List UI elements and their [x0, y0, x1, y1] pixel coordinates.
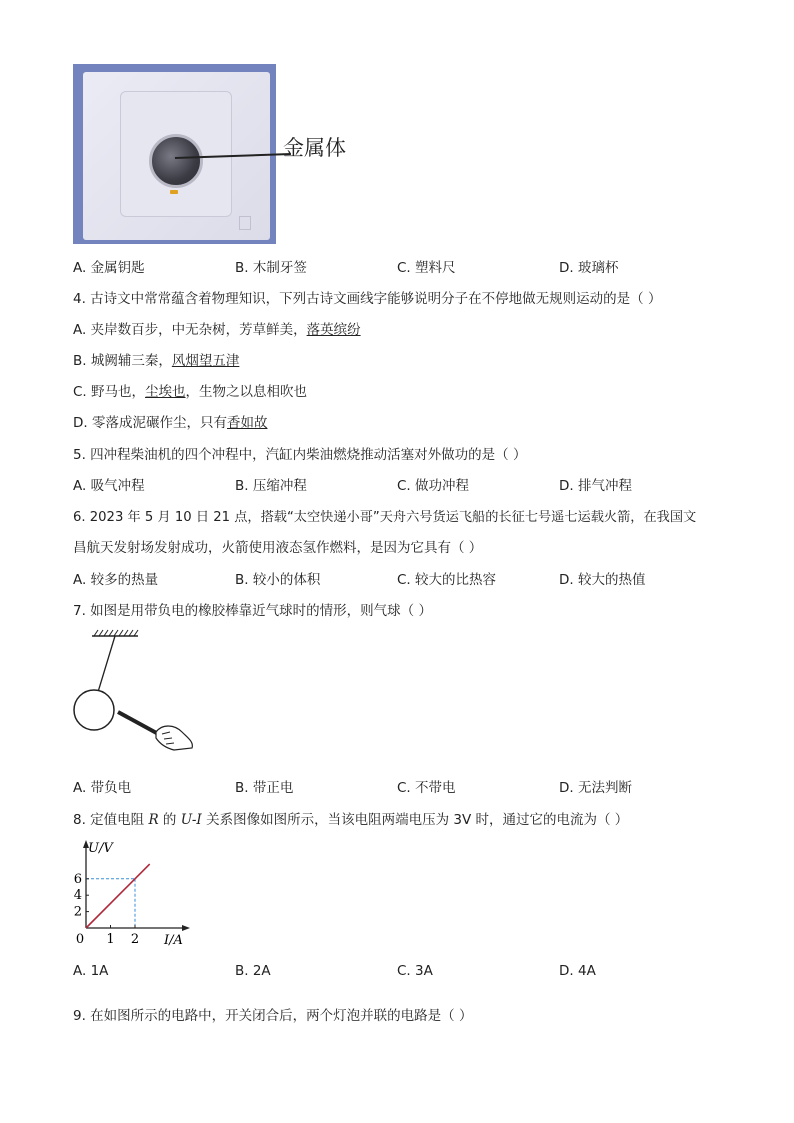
- q3-option-b: B. 木制牙签: [235, 260, 307, 276]
- q4-option-b: B. 城阙辅三秦，风烟望五津: [73, 353, 240, 369]
- x-tick-label-1: 1: [106, 932, 115, 947]
- q8-option-b: B. 2A: [235, 963, 271, 979]
- q3-option-d: D. 玻璃杯: [559, 260, 619, 276]
- q4-option-a: A. 夹岸数百步，中无杂树，芳草鲜美，落英缤纷: [73, 322, 361, 338]
- q6-option-c: C. 较大的比热容: [397, 572, 497, 588]
- q4-option-c: C. 野马也，尘埃也，生物之以息相吹也: [73, 384, 308, 400]
- series-line: [86, 864, 150, 928]
- touch-sensor: [149, 134, 203, 188]
- q8-option-d: D. 4A: [559, 963, 596, 979]
- callout-label: 金属体: [283, 136, 346, 160]
- x-tick-label-2: 2: [130, 932, 140, 947]
- q8-option-a: A. 1A: [73, 963, 109, 979]
- y-axis-label: U/V: [88, 841, 113, 856]
- q5-option-a: A. 吸气冲程: [73, 478, 145, 494]
- q6-option-b: B. 较小的体积: [235, 572, 321, 588]
- q3-option-a: A. 金属钥匙: [73, 260, 145, 276]
- q4-stem: 4. 古诗文中常常蕴含着物理知识，下列古诗文画线字能够说明分子在不停地做无规则运动的是（ ）: [73, 291, 662, 307]
- q3-option-c: C. 塑料尺: [397, 260, 456, 276]
- q7-option-b: B. 带正电: [235, 780, 294, 796]
- q4-d-underlined: 香如故: [226, 415, 268, 431]
- q6-stem-line2: 昌航天发射场发射成功，火箭使用液态氢作燃料，是因为它具有（ ）: [73, 540, 483, 556]
- y-tick-label-2: 2: [73, 904, 82, 920]
- q6-stem-line1: 6. 2023 年 5 月 10 日 21 点，搭载“太空快递小哥”天舟六号货运飞船的长征七号遥七运载火箭，在我国文: [73, 510, 697, 525]
- x-axis-arrow: [182, 925, 190, 931]
- logo-mark: [239, 216, 251, 230]
- q5-option-b: B. 压缩冲程: [235, 478, 307, 494]
- ui-chart: [66, 834, 196, 952]
- x-axis-label: I/A: [164, 933, 183, 948]
- balloon: [74, 690, 114, 730]
- q6-option-d: D. 较大的热值: [559, 572, 646, 588]
- balloon-figure: [70, 628, 200, 758]
- q4-c-underlined: 尘埃也: [145, 384, 186, 400]
- q5-stem: 5. 四冲程柴油机的四个冲程中，汽缸内柴油燃烧推动活塞对外做功的是（ ）: [73, 447, 527, 463]
- q7-option-a: A. 带负电: [73, 780, 132, 796]
- q4-b-underlined: 风烟望五津: [171, 353, 240, 369]
- x-tick-label-0: 0: [75, 932, 85, 947]
- q5-option-c: C. 做功冲程: [397, 478, 470, 494]
- q7-option-c: C. 不带电: [397, 780, 456, 796]
- string: [98, 636, 115, 692]
- y-tick-label-6: 6: [73, 871, 82, 887]
- indicator-led: [170, 190, 178, 194]
- q4-a-underlined: 落英缤纷: [306, 322, 361, 338]
- q5-option-d: D. 排气冲程: [559, 478, 632, 494]
- q6-option-a: A. 较多的热量: [73, 572, 159, 588]
- q8-option-c: C. 3A: [397, 963, 433, 979]
- rubber-rod: [118, 712, 162, 736]
- hand: [156, 726, 192, 750]
- y-tick-label-4: 4: [73, 888, 82, 904]
- q4-option-d: D. 零落成泥碾作尘，只有香如故: [73, 415, 268, 431]
- q8-stem: 8. 定值电阻 R 的 U-I 关系图像如图所示，当该电阻两端电压为 3V 时，通过它的电流为（ ）: [73, 812, 629, 828]
- q9-stem: 9. 在如图所示的电路中，开关闭合后，两个灯泡并联的电路是（ ）: [73, 1008, 473, 1024]
- ceiling-hatch: [94, 630, 138, 636]
- q7-option-d: D. 无法判断: [559, 780, 632, 796]
- q7-stem: 7. 如图是用带负电的橡胶棒靠近气球时的情形，则气球（ ）: [73, 603, 432, 619]
